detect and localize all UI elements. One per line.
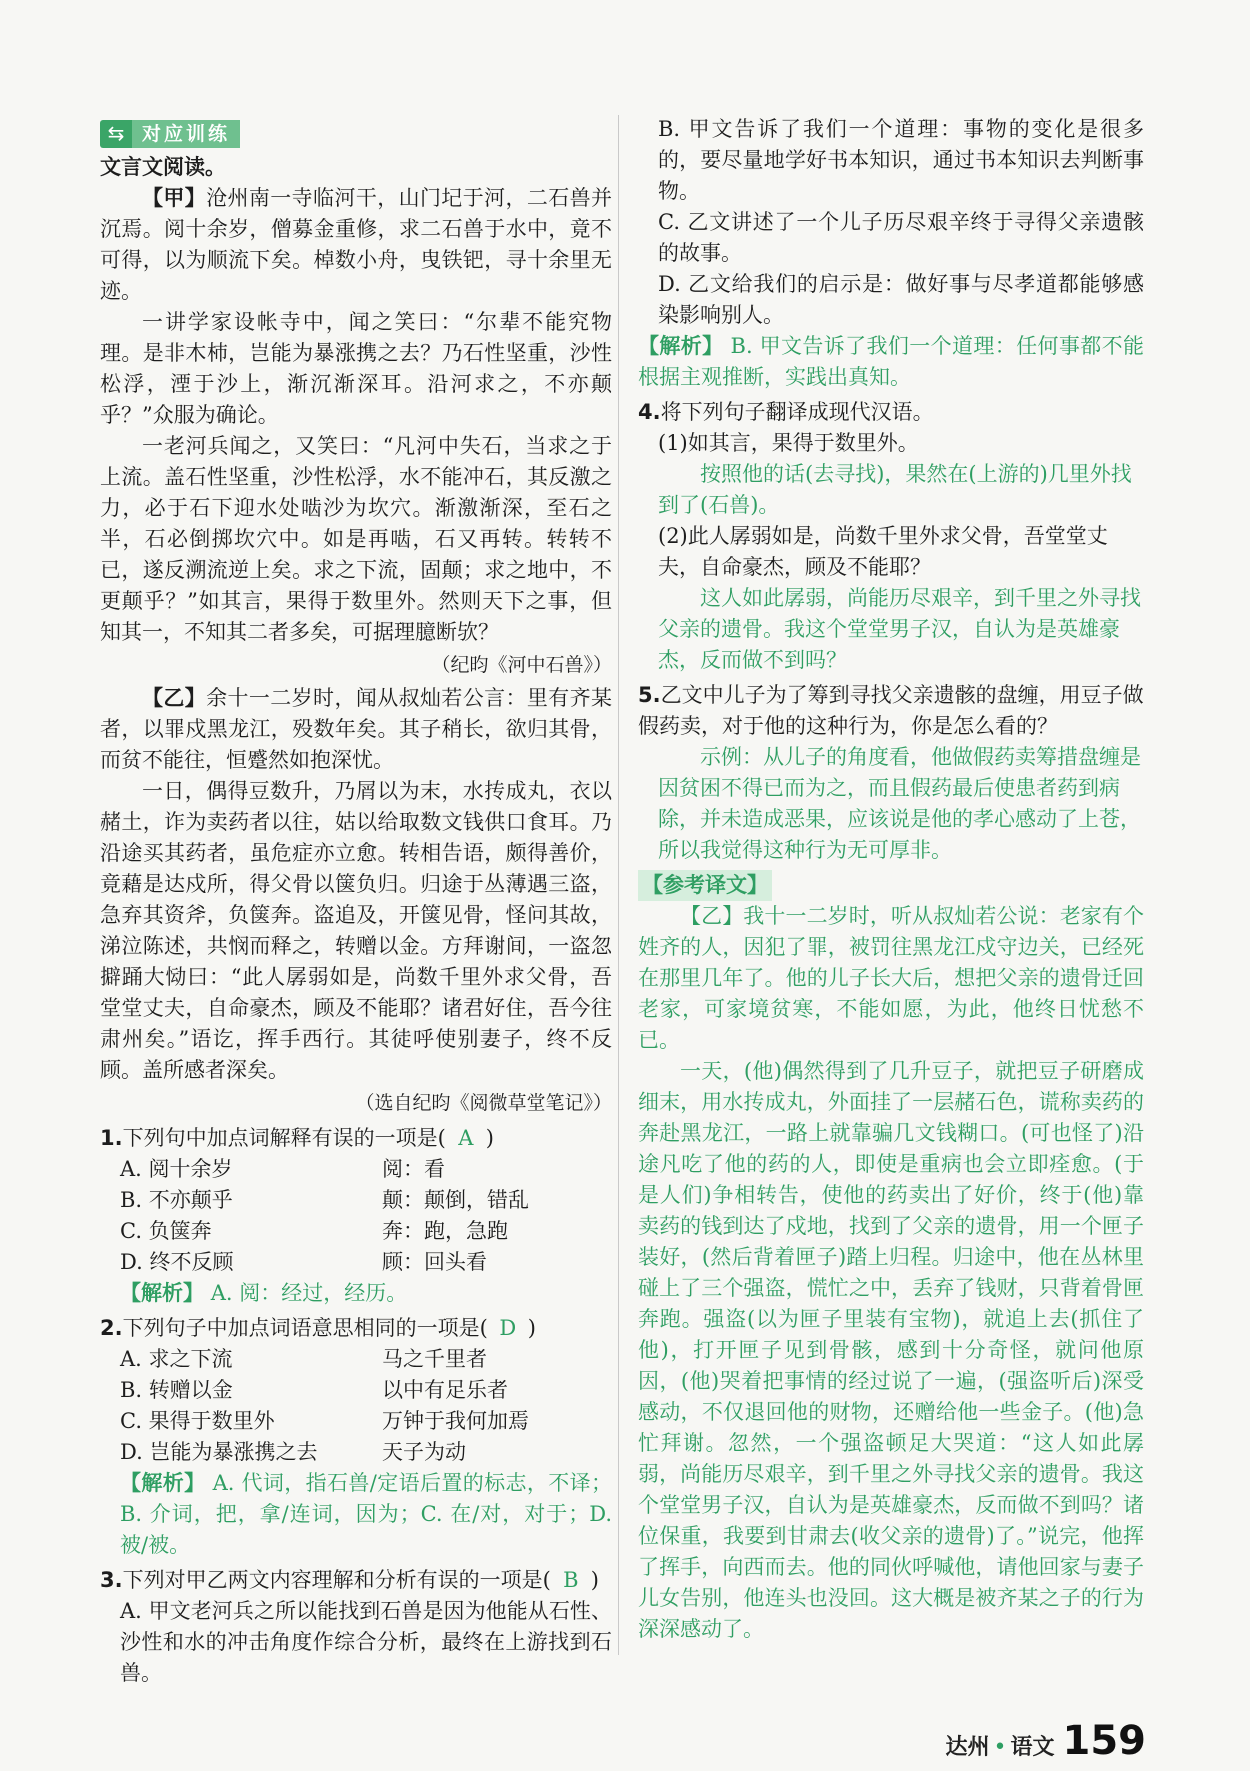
question-1-analysis: 【解析】 A. 阅：经过，经历。 bbox=[120, 1280, 408, 1305]
jia-source: （纪昀《河中石兽》） bbox=[431, 653, 612, 676]
q2-option-a-compare: 马之千里者 bbox=[382, 1346, 487, 1371]
q5-answer: 示例：从儿子的角度看，他做假药卖筹措盘缠是因贫困不得已而为之，而且假药最后使患者药到病除，并未造成恶果，应该说是他的孝心感动了上苍，所以我觉得这种行为无可厚非。 bbox=[658, 745, 1141, 862]
question-2: 2.下列句子中加点词语意思相同的一项是( D ) bbox=[100, 1313, 612, 1344]
question-3: 3.下列对甲乙两文内容理解和分析有误的一项是( B ) bbox=[100, 1565, 612, 1596]
question-2-options bbox=[100, 1344, 612, 1468]
yi-label: 【乙】 bbox=[142, 685, 207, 710]
reference-label: 【参考译文】 bbox=[638, 870, 772, 901]
q2-option-d-compare: 天子为动 bbox=[382, 1439, 466, 1464]
q3-option-c: C. 乙文讲述了一个儿子历尽艰辛终于寻得父亲遗骸的故事。 bbox=[658, 210, 1144, 265]
q2-option-c-compare: 万钟于我何加焉 bbox=[382, 1408, 529, 1433]
right-column bbox=[638, 114, 1144, 1645]
jia-paragraph-3: 一老河兵闻之，又笑曰：“凡河中失石，当求之于上流。盖石性坚重，沙性松浮，水不能冲石，其反激之力，必于石下迎水处啮沙为坎穴。渐激渐深，至石之半，石必倒掷坎穴中。如是再啮，石又再转。转转不已，遂反溯流逆上矣。求之下流，固颠；求之地中，不更颠乎？”如其言，果得于数里外。然则天下之事，但知其一，不知其二者多矣，可据理臆断欤？ bbox=[100, 433, 612, 644]
q4-sentence-2: (2)此人孱弱如是，尚数千里外求父骨，吾堂堂丈夫，自命豪杰，顾及不能耶？ bbox=[658, 524, 1108, 579]
q2-option-b: B. 转赠以金 bbox=[120, 1377, 233, 1402]
jia-label: 【甲】 bbox=[142, 185, 207, 210]
q2-option-a: A. 求之下流 bbox=[120, 1346, 233, 1371]
swap-arrows-icon: ⇆ bbox=[100, 120, 132, 148]
q1-option-c: C. 负箧奔 bbox=[120, 1218, 212, 1243]
footer-region: 达州 bbox=[945, 1735, 990, 1760]
q1-option-d-gloss: 顾：回头看 bbox=[382, 1249, 487, 1274]
reference-paragraph-2: 一天，(他)偶然得到了几升豆子，就把豆子研磨成细末，用水抟成丸，外面挂了一层赭石色，谎称卖药的奔赴黑龙江，一路上就靠骗几文钱糊口。(可也怪了)沿途凡吃了他的药的人，即使是重病也会立即痊愈。(于是人们)争相转告，使他的药卖出了好价，终于(他)靠卖药的钱到达了戍地，找到了父亲的遗骨，用一个匣子装好，(然后背着匣子)踏上归程。归途中，他在丛林里碰上了三个强盗，慌忙之中，丢弃了钱财，只背着骨匣奔跑。强盗(以为匣子里装有宝物)，就追上去(抓住了他)，打开匣子见到骨骸，感到十分奇怪，就问他原因，(他)哭着把事情的经过说了一遍，(强盗听后)深受感动，不仅退回他的财物，还赠给他一些金子。(他)急忙拜谢。忽然，一个强盗顿足大哭道：“这人如此孱弱，尚能历尽艰辛，到千里之外寻找父亲的遗骨。我这个堂堂男子汉，自认为是英雄豪杰，反而做不到吗？诸位保重，我要到甘肃去(收父亲的遗骨)了。”说完，他挥了挥手，向西而去。他的同伙呼喊他，请他回家与妻子儿女告别，他连头也没回。这大概是被齐某之子的行为深深感动了。 bbox=[638, 1059, 1144, 1641]
footer-dot: • bbox=[993, 1735, 1007, 1760]
yi-source: （选自纪昀《阅微草堂笔记》） bbox=[355, 1091, 612, 1114]
question-1-answer: A bbox=[458, 1125, 474, 1150]
q1-option-b: B. 不亦颠乎 bbox=[120, 1187, 233, 1212]
reference-paragraph-1: 【乙】我十一二岁时，听从叔灿若公说：老家有个姓齐的人，因犯了罪，被罚往黑龙江戍守边关，已经死在那里几年了。他的儿子长大后，想把父亲的遗骨迁回老家，可家境贫寒，不能如愿，为此，他终日忧愁不已。 bbox=[638, 904, 1144, 1052]
q3-option-a: A. 甲文老河兵之所以能找到石兽是因为他能从石性、沙性和水的冲击角度作综合分析，最终在上游找到石兽。 bbox=[120, 1598, 612, 1685]
page-footer bbox=[945, 1718, 1146, 1764]
jia-paragraph-1: 【甲】沧州南一寺临河干，山门圮于河，二石兽并沉焉。阅十余岁，僧募金重修，求二石兽于水中，竟不可得，以为顺流下矣。棹数小舟，曳铁钯，寻十余里无迹。 bbox=[100, 185, 613, 303]
q2-option-d: D. 岂能为暴涨携之去 bbox=[120, 1439, 318, 1464]
q1-option-d: D. 终不反顾 bbox=[120, 1249, 234, 1274]
q2-option-c: C. 果得于数里外 bbox=[120, 1408, 275, 1433]
section-tag-label: 对应训练 bbox=[132, 120, 240, 148]
page-number: 159 bbox=[1062, 1718, 1146, 1764]
yi-paragraph-2: 一日，偶得豆数升，乃屑以为末，水抟成丸，衣以赭土，诈为卖药者以往，姑以给取数文钱供口食耳。乃沿途买其药者，虽危症亦立愈。转相告语，颇得善价，竟藉是达戍所，得父骨以箧负归。归途于丛薄遇三盗，急弃其资斧，负箧奔。盗追及，开箧见骨，怪问其故，涕泣陈述，共悯而释之，转赠以金。方拜谢间，一盗忽擗踊大恸曰：“此人孱弱如是，尚数千里外求父骨，吾堂堂丈夫，自命豪杰，顾及不能耶？诸君好住，吾今往肃州矣。”语讫，挥手西行。其徒呼使别妻子，终不反顾。盖所感者深矣。 bbox=[100, 778, 612, 1082]
q3-option-d: D. 乙文给我们的启示是：做好事与尽孝道都能够感染影响别人。 bbox=[658, 272, 1144, 327]
question-3-analysis: 【解析】 B. 甲文告诉了我们一个道理：任何事都不能根据主观推断，实践出真知。 bbox=[638, 334, 1144, 389]
q4-answer-2: 这人如此孱弱，尚能历尽艰辛，到千里之外寻找父亲的遗骨。我这个堂堂男子汉，自认为是英雄豪杰，反而做不到吗？ bbox=[658, 586, 1141, 672]
q3-option-b: B. 甲文告诉了我们一个道理：事物的变化是很多的，要尽量地学好书本知识，通过书本知识去判断事物。 bbox=[658, 117, 1144, 203]
q4-sentence-1: (1)如其言，果得于数里外。 bbox=[658, 431, 919, 455]
q1-option-a-gloss: 阅：看 bbox=[382, 1156, 445, 1181]
question-3-answer: B bbox=[563, 1567, 579, 1592]
q4-answer-1: 按照他的话(去寻找)，果然在(上游的)几里外找到了(石兽)。 bbox=[658, 462, 1132, 517]
left-column bbox=[100, 118, 612, 1689]
jia-paragraph-2: 一讲学家设帐寺中，闻之笑曰：“尔辈不能究物理。是非木杮，岂能为暴涨携之去？乃石性坚重，沙性松浮，湮于沙上，渐沉渐深耳。沿河求之，不亦颠乎？”众服为确论。 bbox=[100, 309, 612, 427]
q1-option-c-gloss: 奔：跑，急跑 bbox=[382, 1218, 508, 1243]
question-2-analysis: 【解析】 A. 代词，指石兽/定语后置的标志，不译；B. 介词，把，拿/连词，因为；C. 在/对，对于；D. 被/被。 bbox=[120, 1470, 613, 1557]
question-5: 5.乙文中儿子为了筹到寻找父亲遗骸的盘缠，用豆子做假药卖，对于他的这种行为，你是怎么看的？ bbox=[638, 683, 1144, 738]
q1-option-a: A. 阅十余岁 bbox=[120, 1156, 233, 1181]
question-4: 4.将下列句子翻译成现代汉语。 bbox=[638, 400, 934, 424]
q2-option-b-compare: 以中有足乐者 bbox=[382, 1377, 508, 1402]
q1-option-b-gloss: 颠：颠倒，错乱 bbox=[382, 1187, 529, 1212]
question-1: 1.下列句中加点词解释有误的一项是( A ) bbox=[100, 1123, 612, 1154]
question-2-answer: D bbox=[499, 1315, 517, 1340]
question-1-options bbox=[100, 1154, 612, 1278]
yi-paragraph-1: 【乙】余十一二岁时，闻从叔灿若公言：里有齐某者，以罪戍黑龙江，殁数年矣。其子稍长，欲归其骨，而贫不能往，恒蹙然如抱深忧。 bbox=[100, 685, 613, 772]
section-title: 文言文阅读。 bbox=[100, 154, 226, 179]
section-tag bbox=[100, 120, 240, 148]
footer-subject: 语文 bbox=[1010, 1735, 1055, 1760]
